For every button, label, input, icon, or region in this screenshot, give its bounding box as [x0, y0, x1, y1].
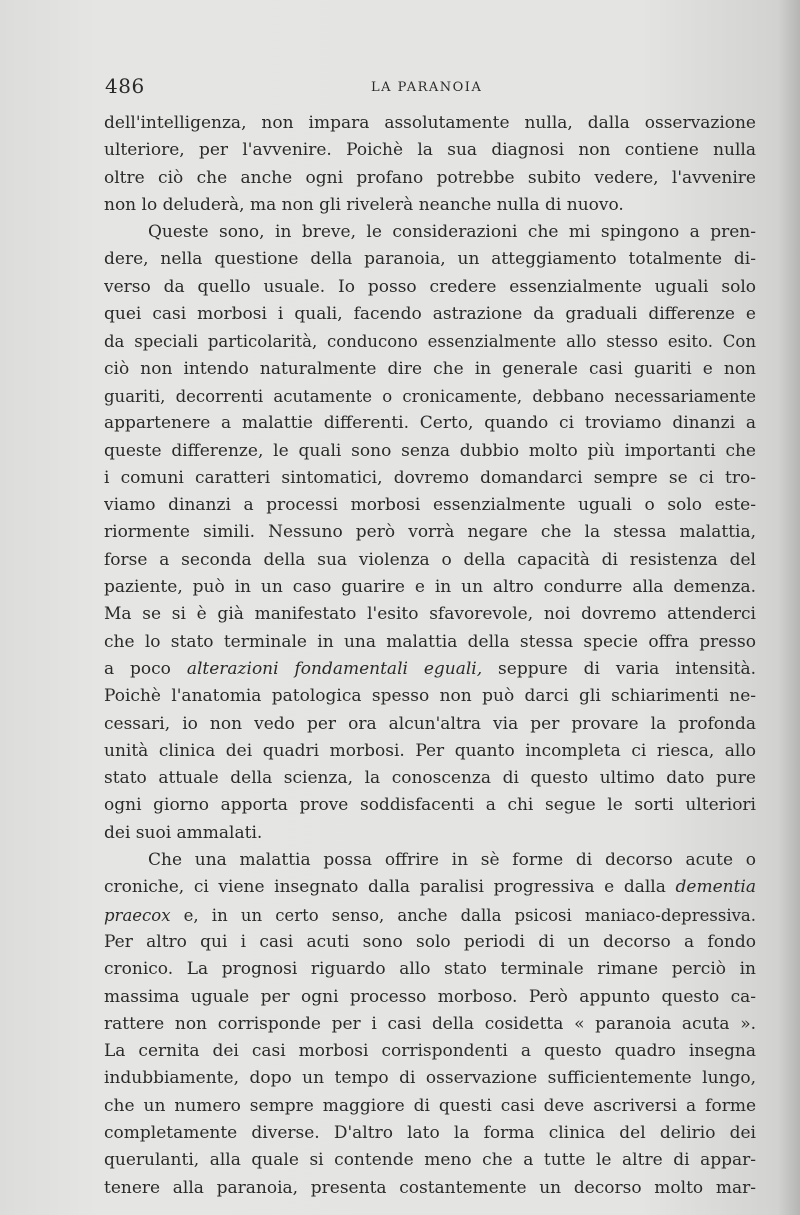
text-line-italic: [104, 656, 756, 683]
text-line: che un numero sempre maggiore di questi casi deve ascriversi a forme: [104, 1095, 756, 1116]
running-title: LA PARANOIA: [371, 80, 483, 95]
text-line: appartenere a malattie differenti. Certo, quando ci troviamo dinanzi a: [104, 413, 756, 434]
text-line: forse a seconda della sua violenza o della capacità di resistenza del: [104, 549, 756, 570]
text-line: verso da quello usuale. Io posso credere essenzialmente uguali solo: [104, 276, 756, 297]
emphasis: alterazioni fondamentali eguali,: [186, 658, 483, 679]
text-line: queste differenze, le quali sono senza dubbio molto più importanti che: [104, 440, 756, 461]
text-line: unità clinica dei quadri morbosi. Per quanto incompleta ci riesca, allo: [104, 740, 756, 761]
text-line-italic: [104, 902, 756, 929]
text-fragment: a poco: [104, 658, 187, 679]
text-line: viamo dinanzi a processi morbosi essenzialmente uguali o solo este-: [104, 495, 756, 516]
text-line: indubbiamente, dopo un tempo di osservazione sufficientemente lungo,: [104, 1068, 756, 1089]
text-line: da speciali particolarità, conducono essenzialmente allo stesso esito. Con: [104, 332, 756, 352]
text-line: La cernita dei casi morbosi corrispondenti a questo quadro insegna: [104, 1041, 756, 1062]
text-line: completamente diverse. D'altro lato la forma clinica del delirio dei: [104, 1122, 756, 1143]
text-line: che lo stato terminale in una malattia della stessa specie offra presso: [104, 631, 756, 652]
text-line: Poichè l'anatomia patologica spesso non può darci gli schiarimenti ne-: [104, 686, 756, 707]
text-line: quei casi morbosi i quali, facendo astrazione da graduali differenze e: [104, 304, 756, 325]
emphasis: praecox: [104, 905, 171, 925]
text-line: non lo deluderà, ma non gli rivelerà neanche nulla di nuovo.: [104, 194, 624, 215]
text-fragment: seppure di varia intensità.: [482, 658, 756, 679]
text-line: cronico. La prognosi riguardo allo stato terminale rimane perciò in: [104, 959, 756, 980]
text-line: oltre ciò che anche ogni profano potrebbe subito vedere, l'avvenire: [104, 167, 756, 188]
text-line: ciò non intendo naturalmente dire che in generale casi guariti e non: [104, 358, 756, 379]
text-line: tenere alla paranoia, presenta costantemente un decorso molto mar-: [104, 1177, 756, 1198]
text-fragment: croniche, ci viene insegnato dalla paralisi progressiva e dalla: [104, 877, 676, 898]
text-line: querulanti, alla quale si contende meno che a tutte le altre di appar-: [104, 1150, 756, 1171]
text-fragment: e, in un certo senso, anche dalla psicosi maniaco-depressiva.: [170, 905, 756, 925]
text-line: ulteriore, per l'avvenire. Poichè la sua diagnosi non contiene nulla: [104, 140, 756, 161]
text-line: i comuni caratteri sintomatici, dovremo domandarci sempre se ci tro-: [104, 467, 756, 488]
body-text: [104, 110, 756, 1202]
text-line: rattere non corrisponde per i casi della cosidetta « paranoia acuta ».: [104, 1013, 756, 1034]
text-line: riormente simili. Nessuno però vorrà negare che la stessa malattia,: [104, 522, 756, 543]
text-line: dei suoi ammalati.: [104, 822, 263, 843]
text-line: cessari, io non vedo per ora alcun'altra via per provare la profonda: [104, 713, 756, 734]
text-line: guariti, decorrenti acutamente o cronicamente, debbano necessariamente: [104, 386, 756, 406]
page-number: 486: [105, 74, 145, 98]
text-line: dere, nella questione della paranoia, un atteggiamento totalmente di-: [104, 249, 756, 270]
text-line-italic: [104, 874, 756, 901]
text-line: paziente, può in un caso guarire e in un altro condurre alla demenza.: [104, 577, 756, 598]
text-line: massima uguale per ogni processo morboso. Però appunto questo ca-: [104, 986, 756, 1007]
text-line: Che una malattia possa offrire in sè forme di decorso acute o: [148, 850, 756, 871]
page-edge-shadow: [778, 0, 800, 1215]
text-line: dell'intelligenza, non impara assolutamente nulla, dalla osservazione: [104, 113, 756, 133]
page-header: [103, 72, 755, 102]
emphasis: dementia: [675, 877, 756, 898]
text-line: Per altro qui i casi acuti sono solo periodi di un decorso a fondo: [104, 931, 756, 952]
text-line: stato attuale della scienza, la conoscenza di questo ultimo dato pure: [104, 768, 756, 789]
text-line: ogni giorno apporta prove soddisfacenti a chi segue le sorti ulteriori: [104, 795, 756, 816]
text-line: Ma se si è già manifestato l'esito sfavorevole, noi dovremo attenderci: [104, 604, 756, 625]
text-line: Queste sono, in breve, le considerazioni che mi spingono a pren-: [148, 222, 756, 243]
